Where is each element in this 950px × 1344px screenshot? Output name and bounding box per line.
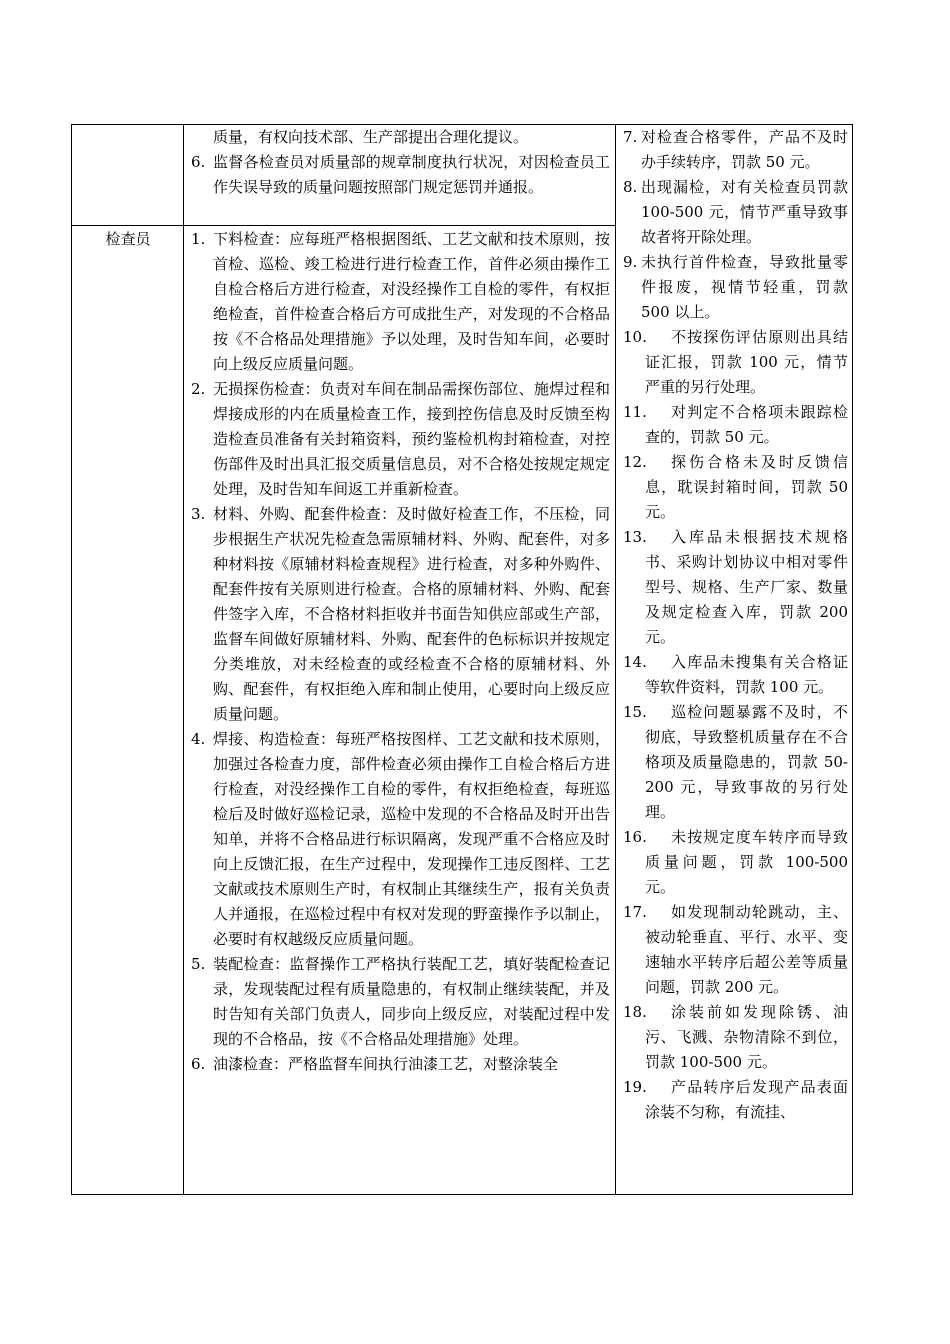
list-item: 5. 装配检查：监督操作工严格执行装配工艺，填好装配检查记录，发现装配过程有质量隐患的，有权制止继续装配，并及时告知有关部门负责人，同步向上级反应，对装配过程中发现的不合格品，按《不合格品处理措施》处理。 — [191, 955, 610, 1048]
list-item: 8. 出现漏检，对有关检查员罚款 100-500 元，情节严重导致事故者将开除处理。 — [623, 178, 848, 246]
column-divider-2 — [615, 124, 616, 1195]
list-item: 6. 油漆检查：严格监督车间执行油漆工艺，对整涂装全 — [191, 1055, 559, 1073]
list-item: 15. 巡检问题暴露不及时，不彻底，导致整机质量存在不合格项及质量隐患的，罚款 50-200 元，导致事故的另行处理。 — [623, 703, 848, 821]
list-item: 2. 无损探伤检查：负责对车间在制品需探伤部位、施焊过程和焊接成形的内在质量检查工作，接到控伤信息及时反馈至构造检查员准备有关封箱资料，预约鉴检机构封箱检查，对控伤部件及时出具汇报交质量信息员，对不合格处按规定规定处理，及时告知车间返工并重新检查。 — [191, 380, 610, 498]
list-item: 12. 探伤合格未及时反馈信息，耽误封箱时间，罚款 50 元。 — [623, 453, 848, 521]
list-item: 9. 未执行首件检查，导致批量零件报废，视情节轻重，罚款 500 以上。 — [623, 253, 848, 321]
table-bottom-border — [71, 1194, 853, 1195]
list-item: 18. 涂装前如发现除锈、油污、飞溅、杂物清除不到位，罚款 100-500 元。 — [623, 1003, 848, 1071]
role-label-inspector: 检查员 — [105, 230, 151, 248]
list-item: 7. 对检查合格零件，产品不及时办手续转序，罚款 50 元。 — [623, 128, 848, 171]
list-item: 13. 入库品未根据技术规格书、采购计划协议中相对零件型号、规格、生产厂家、数量及规定检查入库，罚款 200 元。 — [623, 528, 848, 646]
list-item: 17. 如发现制动轮跳动，主、被动轮垂直、平行、水平、变速轴水平转序后超公差等质量问题，罚款 200 元。 — [623, 903, 848, 996]
list-item: 质量，有权向技术部、生产部提出合理化提议。 — [213, 128, 529, 146]
list-item: 19. 产品转序后发现产品表面涂装不匀称，有流挂、 — [623, 1078, 848, 1121]
table-left-border — [71, 124, 72, 1195]
list-item: 1. 下料检查：应每班严格根据图纸、工艺文献和技术原则，按首检、巡检、竣工检进行进行检查工作，首件必须由操作工自检合格后方进行检查，对没经操作工自检的零件，有权拒绝检查，首件检查合格后方可成批生产，对发现的不合格品按《不合格品处理措施》予以处理，及时告知车间，必要时向上级反应质量问题。 — [191, 230, 610, 373]
middle-top-cell — [188, 125, 610, 200]
list-item: 16. 未按规定度车转序而导致质量问题，罚款 100-500 元。 — [623, 828, 848, 896]
list-item: 11. 对判定不合格项未跟踪检查的，罚款 50 元。 — [623, 403, 848, 446]
table-right-border — [852, 124, 853, 1195]
list-item: 6. 监督各检查员对质量部的规章制度执行状况，对因检查员工作失误导致的质量问题按照部门规定惩罚并通报。 — [191, 153, 610, 196]
row-divider — [71, 225, 616, 226]
list-item: 14. 入库品未搜集有关合格证等软件资料，罚款 100 元。 — [623, 653, 848, 696]
list-item: 10. 不按探伤评估原则出具结证汇报，罚款 100 元，情节严重的另行处理。 — [623, 328, 848, 396]
column-divider-1 — [183, 124, 184, 1195]
penalties-cell — [620, 125, 848, 1125]
list-item: 4. 焊接、构造检查：每班严格按图样、工艺文献和技术原则，加强过各检查力度，部件检查必须由操作工自检合格后方进行检查，对没经操作工自检的零件，有权拒绝检查，每班巡检后及时做好巡检记录，巡检中发现的不合格品及时开出告知单，并将不合格品进行标识隔离，发现严重不合格应及时向上反馈汇报，在生产过程中，发现操作工违反图样、工艺文献或技术原则生产时，有权制止其继续生产，报有关负责人并通报，在巡检过程中有权对发现的野蛮操作予以制止，必要时有权越级反应质量问题。 — [191, 730, 610, 948]
inspector-duties-cell — [188, 227, 610, 1077]
list-item: 3. 材料、外购、配套件检查：及时做好检查工作，不压检，同步根据生产状况先检查急需原辅材料、外购、配套件，对多种材料按《原辅材料检查规程》进行检查，对多种外购件、配套件按有关原则进行检查。合格的原辅材料、外购、配套件签字入库，不合格材料拒收并书面告知供应部或生产部，监督车间做好原辅材料、外购、配套件的色标标识并按规定分类堆放，对未经检查的或经检查不合格的原辅材料、外购、配套件，有权拒绝入库和制止使用，心要时向上级反应质量问题。 — [191, 505, 610, 723]
